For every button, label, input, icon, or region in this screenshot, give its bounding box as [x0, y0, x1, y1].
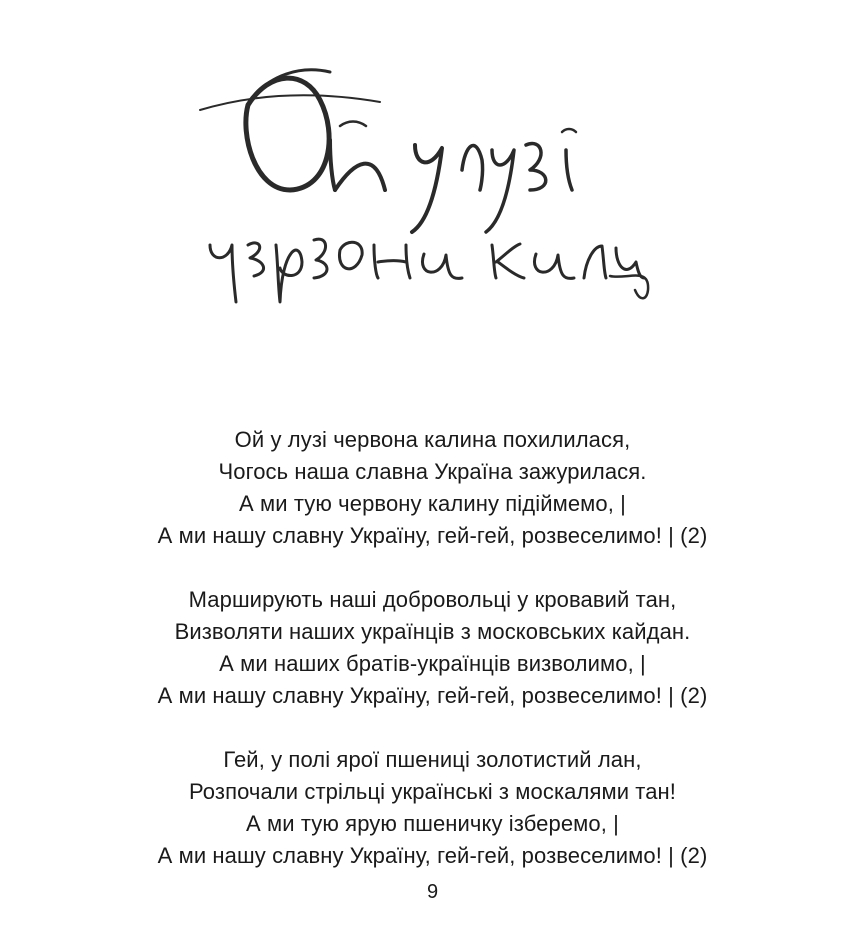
- page-number: 9: [426, 881, 439, 903]
- verse-line: Ой у лузі червона калина похилилася,: [234, 427, 631, 452]
- verse-line: А ми тую червону калину підіймемо, |: [239, 491, 626, 516]
- verse-line: Чогось наша славна Україна зажурилася.: [218, 459, 647, 484]
- stanza-1: [0, 424, 865, 552]
- verse-line: А ми тую ярую пшеничку ізберемо, |: [246, 811, 619, 836]
- stanza-3: [0, 744, 865, 872]
- verse-line: Визволяти наших українців з московських кайдан.: [174, 619, 691, 644]
- verse-line: А ми нашу славну Україну, гей-гей, розвеселимо! | (2): [157, 843, 708, 868]
- verse-line: Розпочали стрільці українські з москалями тан!: [188, 779, 677, 804]
- verse-line: А ми нашу славну Україну, гей-гей, розвеселимо! | (2): [157, 683, 708, 708]
- verse-line: Гей, у полі ярої пшениці золотистий лан,: [223, 747, 642, 772]
- verse-line: А ми наших братів-українців визволимо, |: [219, 651, 646, 676]
- stanza-2: [0, 584, 865, 712]
- verse-line: Марширують наші добровольці у кровавий тан,: [188, 587, 677, 612]
- handwritten-title: [180, 40, 660, 310]
- poem: [0, 424, 865, 904]
- verse-line: А ми нашу славну Україну, гей-гей, розвеселимо! | (2): [157, 523, 708, 548]
